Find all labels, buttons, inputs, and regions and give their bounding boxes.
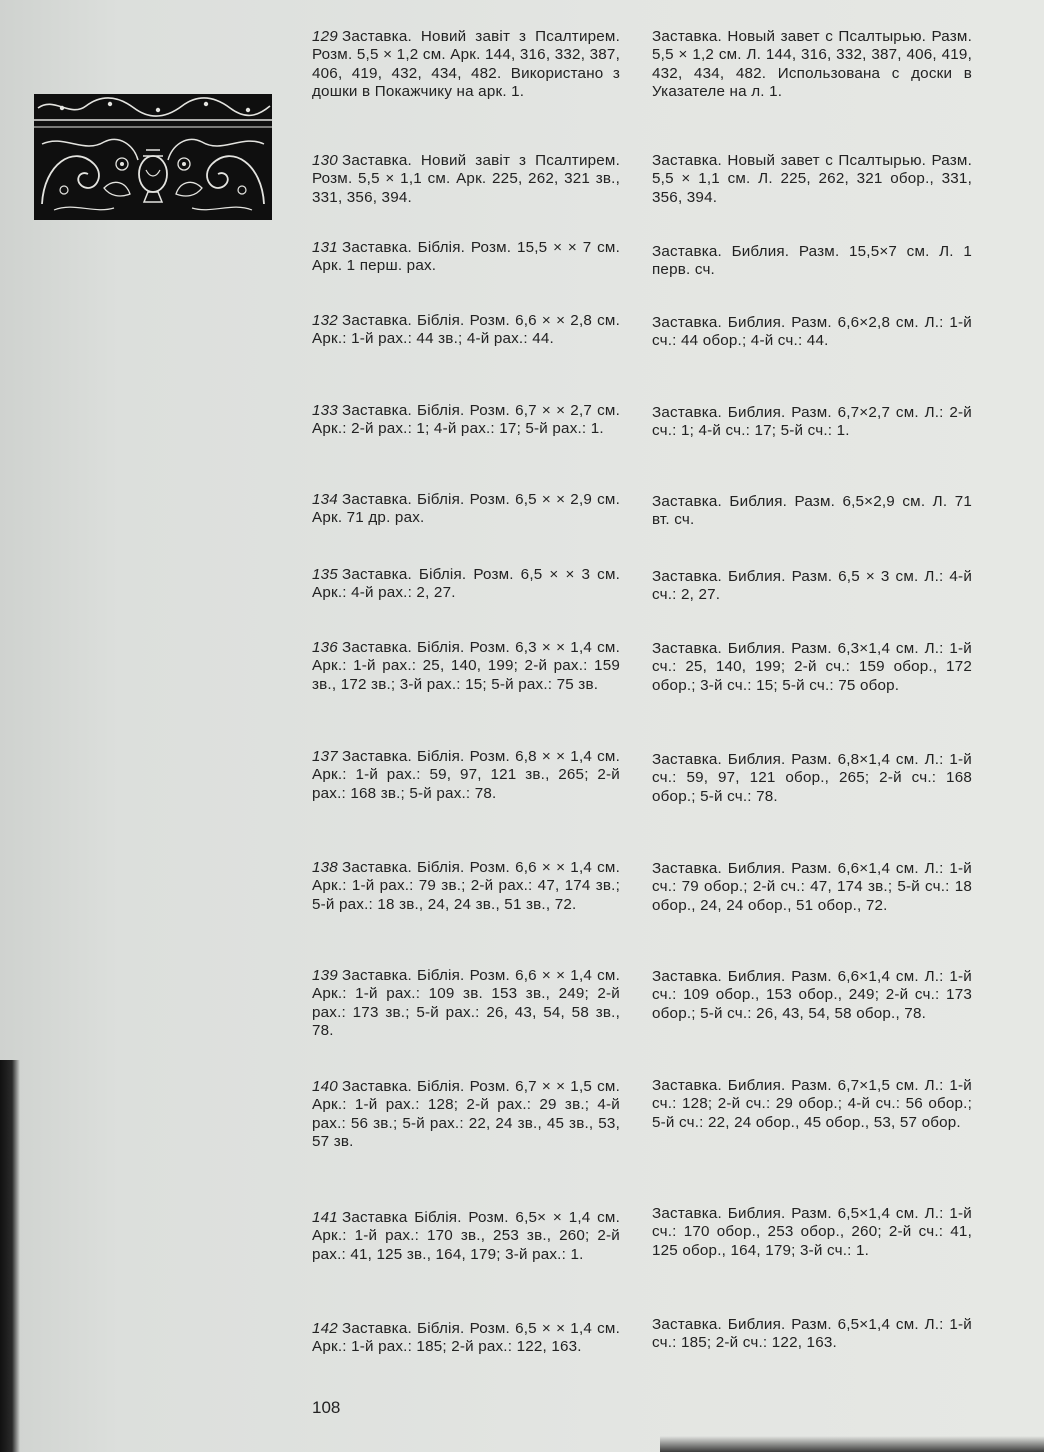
entry-text-ru: Заставка. Библия. Разм. 6,5×1,4 см. Л.: 1-й сч.: 170 обор., 253 обор., 260; 2-й сч.: 41, 125 обор., 164, 179; 3-й сч.: 1. <box>652 1205 972 1259</box>
entry-ru-137 <box>652 751 972 806</box>
page-edge-shadow <box>660 1436 1044 1452</box>
entry-ru-142 <box>652 1316 972 1353</box>
entry-number: 133 <box>312 402 338 419</box>
entry-text-uk: Заставка. Біблія. Розм. 6,5 × × 1,4 см. Арк.: 1-й рах.: 185; 2-й рах.: 122, 163. <box>312 1320 620 1356</box>
entry-text-ru: Заставка. Библия. Разм. 6,6×1,4 см. Л.: 1-й сч.: 109 обор., 153 обор., 249; 2-й сч.: 173 обор.; 5-й сч.: 26, 43, 54, 58 обор., 78. <box>652 968 972 1022</box>
entry-uk-138 <box>312 859 620 914</box>
entry-text-uk: Заставка. Новий завіт з Псалтирем. Розм. 5,5 × 1,1 см. Арк. 225, 262, 321 зв., 331, 356, 394. <box>312 152 620 206</box>
entry-uk-132 <box>312 312 620 349</box>
entry-number: 140 <box>312 1078 338 1095</box>
entry-text-uk: Заставка. Біблія. Розм. 6,6 × × 1,4 см. Арк.: 1-й рах.: 79 зв.; 2-й рах.: 47, 174 зв.; 5-й рах.: 18 зв., 24, 24 зв., 51 зв., 72. <box>312 859 620 913</box>
entry-text-ru: Заставка. Библия. Разм. 6,3×1,4 см. Л.: 1-й сч.: 25, 140, 199; 2-й сч.: 159 обор., 172 обор.; 3-й сч.: 15; 5-й сч.: 75 обор. <box>652 640 972 694</box>
entry-ru-132 <box>652 314 972 351</box>
entry-text-ru: Заставка. Библия. Разм. 15,5×7 см. Л. 1 перв. сч. <box>652 243 972 279</box>
entry-text-uk: Заставка. Біблія. Розм. 6,7 × × 1,5 см. Арк.: 1-й рах.: 128; 2-й рах.: 29 зв.; 4-й рах.: 56 зв.; 5-й рах.: 22, 24 зв., 45 зв., 53, 57 зв. <box>312 1078 620 1150</box>
entry-ru-139 <box>652 968 972 1023</box>
entry-ru-129 <box>652 28 972 101</box>
entry-uk-141 <box>312 1209 620 1264</box>
entry-ru-131 <box>652 243 972 280</box>
entry-uk-135 <box>312 566 620 603</box>
entry-text-ru: Заставка. Библия. Разм. 6,6×1,4 см. Л.: 1-й сч.: 79 обор.; 2-й сч.: 47, 174 зв.; 5-й сч.: 18 обор., 24, 24 обор., 51 обор., 72. <box>652 860 972 914</box>
entry-text-ru: Заставка. Библия. Разм. 6,7×2,7 см. Л.: 2-й сч.: 1; 4-й сч.: 17; 5-й сч.: 1. <box>652 404 972 440</box>
entry-text-uk: Заставка. Біблія. Розм. 6,5 × × 2,9 см. Арк. 71 др. рах. <box>312 491 620 527</box>
binding-shadow <box>0 1060 20 1452</box>
entry-number: 130 <box>312 152 338 169</box>
entry-ru-141 <box>652 1205 972 1260</box>
entry-text-ru: Заставка. Библия. Разм. 6,8×1,4 см. Л.: 1-й сч.: 59, 97, 121 обор., 265; 2-й сч.: 168 обор.; 5-й сч.: 78. <box>652 751 972 805</box>
headpiece-ornament-icon <box>34 94 272 220</box>
entry-number: 136 <box>312 639 338 656</box>
entry-ru-138 <box>652 860 972 915</box>
entry-number: 131 <box>312 239 338 256</box>
entry-ru-134 <box>652 493 972 530</box>
entry-uk-142 <box>312 1320 620 1357</box>
entry-text-uk: Заставка. Біблія. Розм. 6,6 × × 2,8 см. Арк.: 1-й рах.: 44 зв.; 4-й рах.: 44. <box>312 312 620 348</box>
entry-text-uk: Заставка Біблія. Розм. 6,5× × 1,4 см. Арк.: 1-й рах.: 170 зв., 253 зв., 260; 2-й рах.: 41, 125 зв., 164, 179; 3-й рах.: 1. <box>312 1209 620 1263</box>
entry-text-ru: Заставка. Библия. Разм. 6,7×1,5 см. Л.: 1-й сч.: 128; 2-й сч.: 29 обор.; 4-й сч.: 56 обор.; 5-й сч.: 22, 24 обор., 45 обор., 53, 57 обор. <box>652 1077 972 1131</box>
entry-uk-136 <box>312 639 620 694</box>
entry-text-uk: Заставка. Біблія. Розм. 15,5 × × 7 см. Арк. 1 перш. рах. <box>312 239 620 275</box>
entry-text-ru: Заставка. Библия. Разм. 6,6×2,8 см. Л.: 1-й сч.: 44 обор.; 4-й сч.: 44. <box>652 314 972 350</box>
entry-ru-133 <box>652 404 972 441</box>
entry-ru-135 <box>652 568 972 605</box>
entry-text-uk: Заставка. Біблія. Розм. 6,6 × × 1,4 см. Арк.: 1-й рах.: 109 зв. 153 зв., 249; 2-й рах.: 173 зв.; 5-й рах.: 26, 43, 54, 58 зв., 78. <box>312 967 620 1039</box>
entry-uk-133 <box>312 402 620 439</box>
entry-number: 139 <box>312 967 338 984</box>
entry-ru-130 <box>652 152 972 207</box>
entry-text-uk: Заставка. Біблія. Розм. 6,3 × × 1,4 см. Арк.: 1-й рах.: 25, 140, 199; 2-й рах.: 159 зв., 172 зв.; 3-й рах.: 15; 5-й рах.: 75 зв. <box>312 639 620 693</box>
entry-number: 134 <box>312 491 338 508</box>
entry-number: 138 <box>312 859 338 876</box>
entry-number: 137 <box>312 748 338 765</box>
entry-text-uk: Заставка. Біблія. Розм. 6,5 × × 3 см. Арк.: 4-й рах.: 2, 27. <box>312 566 620 602</box>
entry-number: 132 <box>312 312 338 329</box>
entry-uk-140 <box>312 1078 620 1151</box>
entry-text-ru: Заставка. Библия. Разм. 6,5×1,4 см. Л.: 1-й сч.: 185; 2-й сч.: 122, 163. <box>652 1316 972 1352</box>
entry-uk-139 <box>312 967 620 1040</box>
entry-text-ru: Заставка. Новый завет с Псалтырью. Разм. 5,5 × 1,2 см. Л. 144, 316, 332, 387, 406, 419, 432, 434, 482. Использована с доски в Указателе на л. 1. <box>652 28 972 100</box>
entry-uk-137 <box>312 748 620 803</box>
entry-uk-134 <box>312 491 620 528</box>
entry-text-uk: Заставка. Новий завіт з Псалтирем. Розм. 5,5 × 1,2 см. Арк. 144, 316, 332, 387, 406, 419, 432, 434, 482. Використано з дошки в Покажчику на арк. 1. <box>312 28 620 100</box>
entry-text-ru: Заставка. Новый завет с Псалтырью. Разм. 5,5 × 1,1 см. Л. 225, 262, 321 обор., 331, 356, 394. <box>652 152 972 206</box>
entry-number: 142 <box>312 1320 338 1337</box>
entry-number: 141 <box>312 1209 338 1226</box>
page-number: 108 <box>312 1398 341 1417</box>
entry-text-ru: Заставка. Библия. Разм. 6,5×2,9 см. Л. 71 вт. сч. <box>652 493 972 529</box>
entry-number: 129 <box>312 28 338 45</box>
entry-uk-129 <box>312 28 620 101</box>
entry-ru-140 <box>652 1077 972 1132</box>
entry-number: 135 <box>312 566 338 583</box>
entry-uk-131 <box>312 239 620 276</box>
entry-text-uk: Заставка. Біблія. Розм. 6,7 × × 2,7 см. Арк.: 2-й рах.: 1; 4-й рах.: 17; 5-й рах.: 1. <box>312 402 620 438</box>
entry-text-ru: Заставка. Библия. Разм. 6,5 × 3 см. Л.: 4-й сч.: 2, 27. <box>652 568 972 604</box>
entry-text-uk: Заставка. Біблія. Розм. 6,8 × × 1,4 см. Арк.: 1-й рах.: 59, 97, 121 зв., 265; 2-й рах.: 168 зв.; 5-й рах.: 78. <box>312 748 620 802</box>
entry-ru-136 <box>652 640 972 695</box>
entry-uk-130 <box>312 152 620 207</box>
